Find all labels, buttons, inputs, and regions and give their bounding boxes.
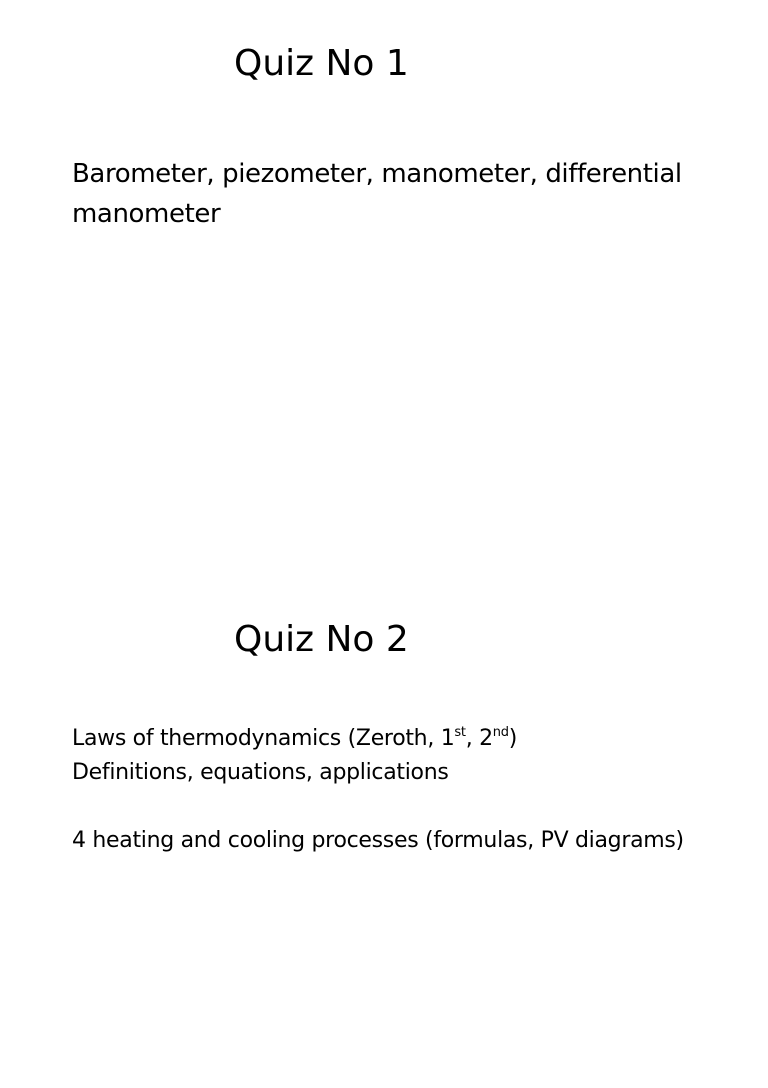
quiz-2-processes-line: 4 heating and cooling processes (formulas, PV diagrams) [72,828,684,853]
laws-suffix-text: ) [508,726,517,751]
quiz-2-slide [0,576,768,1088]
first-superscript: st [454,725,466,740]
laws-mid-text: , 2 [465,726,493,751]
laws-prefix-text: Laws of thermodynamics (Zeroth, 1 [72,726,455,751]
quiz-1-title: Quiz No 1 [234,43,409,84]
second-superscript: nd [492,725,509,740]
quiz-1-slide [0,0,768,512]
quiz-2-definitions-line: Definitions, equations, applications [72,760,449,785]
quiz-2-laws-line [72,722,517,756]
quiz-2-title: Quiz No 2 [234,619,409,660]
quiz-1-topics: Barometer, piezometer, manometer, differential manometer [72,159,682,229]
